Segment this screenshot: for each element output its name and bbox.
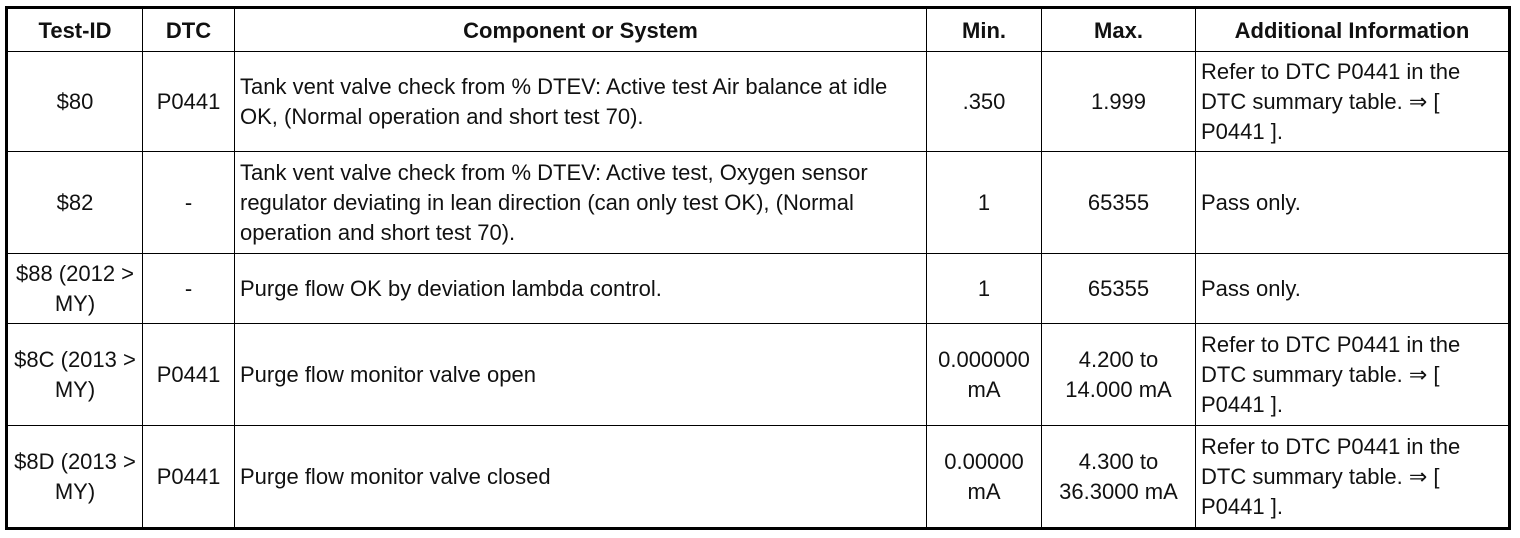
table-body xyxy=(7,52,1510,529)
cell-additional-info: Refer to DTC P0441 in the DTC summary table. ⇒ [ P0441 ]. xyxy=(1196,426,1510,529)
cell-test-id: $8D (2013 > MY) xyxy=(7,426,143,529)
cell-max: 1.999 xyxy=(1042,52,1196,152)
cell-dtc: P0441 xyxy=(143,324,235,426)
header-max: Max. xyxy=(1042,8,1196,52)
cell-additional-info: Refer to DTC P0441 in the DTC summary table. ⇒ [ P0441 ]. xyxy=(1196,52,1510,152)
cell-min: 0.000000 mA xyxy=(927,324,1042,426)
cell-max: 4.300 to 36.3000 mA xyxy=(1042,426,1196,529)
cell-test-id: $80 xyxy=(7,52,143,152)
header-additional-info: Additional Information xyxy=(1196,8,1510,52)
table-row xyxy=(7,324,1510,426)
cell-max: 65355 xyxy=(1042,254,1196,324)
table-row xyxy=(7,52,1510,152)
cell-additional-info: Refer to DTC P0441 in the DTC summary table. ⇒ [ P0441 ]. xyxy=(1196,324,1510,426)
cell-additional-info: Pass only. xyxy=(1196,254,1510,324)
cell-min: .350 xyxy=(927,52,1042,152)
table-header xyxy=(7,8,1510,52)
header-component: Component or System xyxy=(235,8,927,52)
cell-additional-info: Pass only. xyxy=(1196,152,1510,254)
cell-test-id: $8C (2013 > MY) xyxy=(7,324,143,426)
cell-component: Purge flow monitor valve open xyxy=(235,324,927,426)
cell-test-id: $82 xyxy=(7,152,143,254)
cell-component: Tank vent valve check from % DTEV: Active test Air balance at idle OK, (Normal operation and short test 70). xyxy=(235,52,927,152)
header-test-id: Test-ID xyxy=(7,8,143,52)
cell-max: 4.200 to 14.000 mA xyxy=(1042,324,1196,426)
cell-min: 1 xyxy=(927,254,1042,324)
cell-min: 1 xyxy=(927,152,1042,254)
cell-dtc: P0441 xyxy=(143,426,235,529)
cell-component: Purge flow OK by deviation lambda control. xyxy=(235,254,927,324)
header-min: Min. xyxy=(927,8,1042,52)
diagnostic-table-container xyxy=(5,6,1511,530)
header-dtc: DTC xyxy=(143,8,235,52)
cell-component: Tank vent valve check from % DTEV: Active test, Oxygen sensor regulator deviating in lean direction (can only test OK), (Normal operation and short test 70). xyxy=(235,152,927,254)
header-row xyxy=(7,8,1510,52)
cell-component: Purge flow monitor valve closed xyxy=(235,426,927,529)
cell-max: 65355 xyxy=(1042,152,1196,254)
cell-dtc: - xyxy=(143,254,235,324)
cell-min: 0.00000 mA xyxy=(927,426,1042,529)
table-row xyxy=(7,152,1510,254)
cell-dtc: - xyxy=(143,152,235,254)
table-row xyxy=(7,426,1510,529)
cell-dtc: P0441 xyxy=(143,52,235,152)
cell-test-id: $88 (2012 > MY) xyxy=(7,254,143,324)
diagnostic-test-table xyxy=(5,6,1511,530)
table-row xyxy=(7,254,1510,324)
